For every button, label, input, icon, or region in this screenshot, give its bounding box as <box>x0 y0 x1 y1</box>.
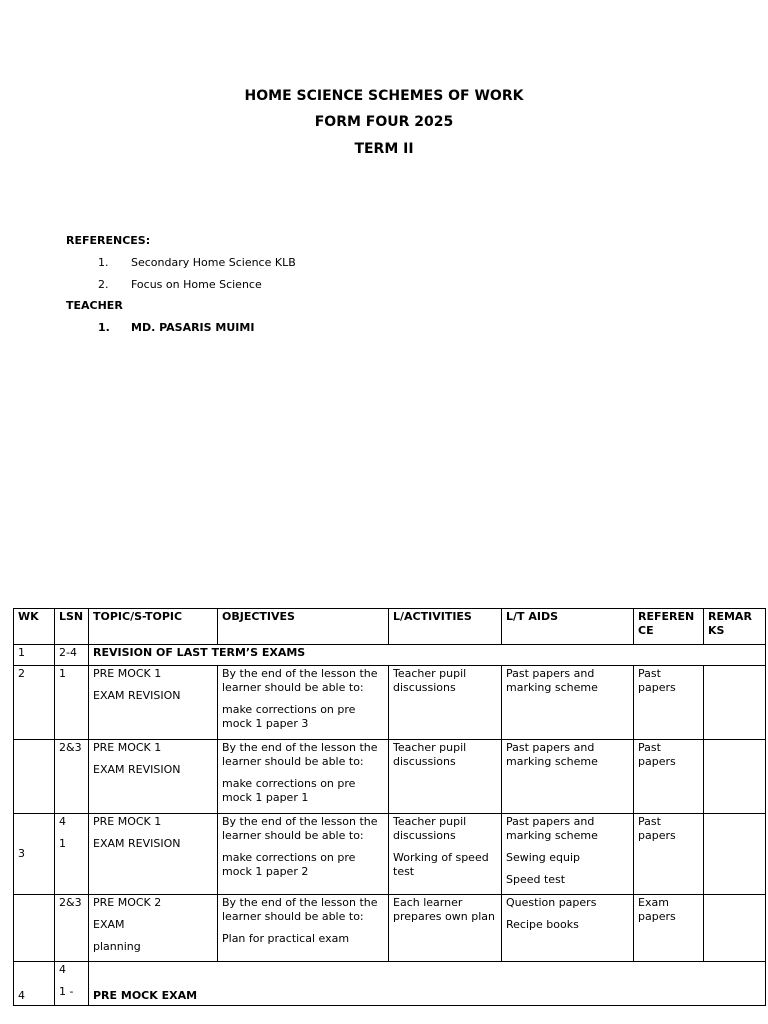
teacher-heading: TEACHER <box>66 299 123 312</box>
activity-line: Teacher pupil discussions <box>393 815 467 842</box>
aids-cell <box>502 895 634 962</box>
aid-line: Past papers and marking scheme <box>506 815 598 842</box>
activities-cell <box>389 666 502 740</box>
topic-cell <box>89 895 218 962</box>
lsn-line: 4 <box>59 963 66 976</box>
topic-line: EXAM REVISION <box>93 837 181 850</box>
reference-cell: Past papers <box>634 740 704 814</box>
remarks-cell <box>704 666 766 740</box>
lsn-cell: 2-4 <box>55 645 89 666</box>
objective-line: make corrections on pre mock 1 paper 1 <box>222 777 356 804</box>
activity-line: Teacher pupil discussions <box>393 667 467 694</box>
aid-line: Question papers <box>506 896 597 909</box>
aid-line: Speed test <box>506 873 566 886</box>
reference-number: 2. <box>98 278 109 291</box>
header-lsn: LSN <box>55 609 89 645</box>
topic-line: PRE MOCK 1 <box>93 815 162 828</box>
table-row <box>14 814 766 895</box>
objectives-cell <box>218 740 389 814</box>
topic-line: EXAM <box>93 918 125 931</box>
reference-cell: Past papers <box>634 814 704 895</box>
table-row <box>14 895 766 962</box>
header-aids: L/T AIDS <box>502 609 634 645</box>
wk-cell <box>14 895 55 962</box>
aid-line: Sewing equip <box>506 851 581 864</box>
lsn-cell: 2&3 <box>55 740 89 814</box>
table-row <box>14 645 766 666</box>
teacher-name: MD. PASARIS MUIMI <box>131 321 255 334</box>
objective-line: make corrections on pre mock 1 paper 2 <box>222 851 356 878</box>
lsn-cell <box>55 962 89 1006</box>
activities-cell <box>389 814 502 895</box>
document-title: HOME SCIENCE SCHEMES OF WORK <box>244 88 524 104</box>
aids-cell <box>502 666 634 740</box>
wk-cell: 3 <box>14 814 55 895</box>
form-title: FORM FOUR 2025 <box>314 114 454 130</box>
objectives-cell <box>218 814 389 895</box>
objective-line: By the end of the lesson the learner should be able to: <box>222 896 378 923</box>
header-objectives: OBJECTIVES <box>218 609 389 645</box>
span-cell: PRE MOCK EXAM <box>89 962 766 1006</box>
lsn-cell: 2&3 <box>55 895 89 962</box>
topic-line: PRE MOCK 2 <box>93 896 162 909</box>
topic-cell <box>89 740 218 814</box>
lsn-line: 4 <box>59 815 66 828</box>
activities-cell <box>389 740 502 814</box>
objectives-cell <box>218 666 389 740</box>
wk-cell: 1 <box>14 645 55 666</box>
remarks-cell <box>704 895 766 962</box>
objectives-cell <box>218 895 389 962</box>
activity-line: Working of speed test <box>393 851 489 878</box>
topic-cell <box>89 814 218 895</box>
schemes-table <box>13 608 766 1006</box>
topic-cell <box>89 666 218 740</box>
topic-line: planning <box>93 940 141 953</box>
lsn-cell <box>55 814 89 895</box>
aids-cell <box>502 740 634 814</box>
header-remarks: REMAR KS <box>704 609 766 645</box>
topic-line: PRE MOCK 1 <box>93 741 162 754</box>
lsn-line: 1 - <box>59 985 74 998</box>
activity-line: Each learner prepares own plan <box>393 896 495 923</box>
reference-cell: Exam papers <box>634 895 704 962</box>
objective-line: By the end of the lesson the learner should be able to: <box>222 815 378 842</box>
aid-line: Recipe books <box>506 918 579 931</box>
objective-line: make corrections on pre mock 1 paper 3 <box>222 703 356 730</box>
lsn-cell: 1 <box>55 666 89 740</box>
header-wk: WK <box>14 609 55 645</box>
aid-line: Past papers and marking scheme <box>506 667 598 694</box>
topic-line: EXAM REVISION <box>93 763 181 776</box>
header-reference: REFEREN CE <box>634 609 704 645</box>
objective-line: By the end of the lesson the learner should be able to: <box>222 741 378 768</box>
activities-cell <box>389 895 502 962</box>
table-row <box>14 740 766 814</box>
wk-cell: 4 <box>14 962 55 1006</box>
term-title: TERM II <box>354 141 414 157</box>
objective-line: Plan for practical exam <box>222 932 350 945</box>
references-heading: REFERENCES: <box>66 234 151 247</box>
reference-cell: Past papers <box>634 666 704 740</box>
objective-line: By the end of the lesson the learner should be able to: <box>222 667 378 694</box>
aids-cell <box>502 814 634 895</box>
topic-line: EXAM REVISION <box>93 689 181 702</box>
span-cell: REVISION OF LAST TERM’S EXAMS <box>89 645 766 666</box>
aid-line: Past papers and marking scheme <box>506 741 598 768</box>
reference-item: Secondary Home Science KLB <box>131 256 296 269</box>
wk-cell: 2 <box>14 666 55 740</box>
table-row <box>14 666 766 740</box>
header-activities: L/ACTIVITIES <box>389 609 502 645</box>
table-header-row <box>14 609 766 645</box>
topic-line: PRE MOCK 1 <box>93 667 162 680</box>
reference-item: Focus on Home Science <box>131 278 262 291</box>
header-topic: TOPIC/S-TOPIC <box>89 609 218 645</box>
teacher-number: 1. <box>98 321 110 334</box>
remarks-cell <box>704 740 766 814</box>
wk-cell <box>14 740 55 814</box>
lsn-line: 1 <box>59 837 66 850</box>
remarks-cell <box>704 814 766 895</box>
table-row <box>14 962 766 1006</box>
reference-number: 1. <box>98 256 109 269</box>
activity-line: Teacher pupil discussions <box>393 741 467 768</box>
